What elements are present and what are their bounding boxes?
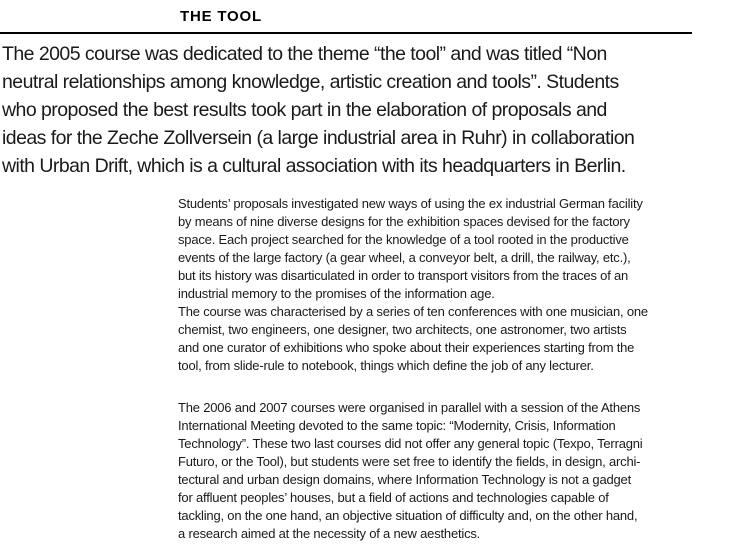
paragraph-line: and one curator of exhibitions who spoke about their experiences starting from the bbox=[178, 340, 635, 355]
paragraph-line: a research aimed at the necessity of a new aesthetics. bbox=[178, 526, 481, 541]
header-rule bbox=[0, 32, 692, 34]
intro-line: with Urban Drift, which is a cultural association with its headquarters in Berlin. bbox=[2, 155, 626, 177]
paragraph-line: tool, from slide-rule to notebook, things which define the job of any lecturer. bbox=[178, 358, 594, 373]
intro-line: who proposed the best results took part in the elaboration of proposals and bbox=[2, 99, 607, 121]
paragraph-line: The course was characterised by a series of ten conferences with one musician, one bbox=[178, 304, 648, 319]
paragraph-line: Futuro, or the Tool), but students were set free to identify the fields, in design, archi- bbox=[178, 454, 641, 469]
paragraph-line: Technology”. These two last courses did not offer any general topic (Texpo, Terragni bbox=[178, 436, 643, 451]
paragraph-line: chemist, two engineers, one designer, two architects, one astronomer, two artists bbox=[178, 322, 627, 337]
intro-line: The 2005 course was dedicated to the theme “the tool” and was titled “Non bbox=[2, 43, 607, 65]
paragraph-line: The 2006 and 2007 courses were organised in parallel with a session of the Athens bbox=[178, 400, 641, 415]
paragraph-line: but its history was disarticulated in order to transport visitors from the traces of an bbox=[178, 268, 629, 283]
detail-block bbox=[178, 195, 739, 543]
paragraph-line: tectural and urban design domains, where Information Technology is not a gadget bbox=[178, 472, 631, 487]
paragraph-line: by means of nine diverse designs for the exhibition spaces devised for the factory bbox=[178, 214, 630, 229]
paragraph-line: events of the large factory (a gear wheel, a conveyor belt, a drill, the railway, etc.), bbox=[178, 250, 631, 265]
intro-line: neutral relationships among knowledge, artistic creation and tools”. Students bbox=[2, 71, 619, 93]
page-title: THE TOOL bbox=[180, 8, 262, 25]
detail-paragraph-1 bbox=[178, 195, 739, 375]
paragraph-line: tackling, on the one hand, an objective situation of difficulty and, on the other hand, bbox=[178, 508, 638, 523]
paragraph-line: for affluent peoples’ houses, but a field of actions and technologies capable of bbox=[178, 490, 609, 505]
paragraph-line: industrial memory to the promises of the information age. bbox=[178, 286, 495, 301]
intro-line: ideas for the Zeche Zollversein (a large industrial area in Ruhr) in collaboration bbox=[2, 127, 635, 149]
intro-paragraph bbox=[2, 40, 739, 180]
paragraph-line: space. Each project searched for the knowledge of a tool rooted in the productive bbox=[178, 232, 629, 247]
paragraph-line: Students’ proposals investigated new ways of using the ex industrial German facility bbox=[178, 196, 643, 211]
detail-paragraph-2 bbox=[178, 399, 739, 543]
paragraph-line: International Meeting devoted to the same topic: “Modernity, Crisis, Information bbox=[178, 418, 616, 433]
